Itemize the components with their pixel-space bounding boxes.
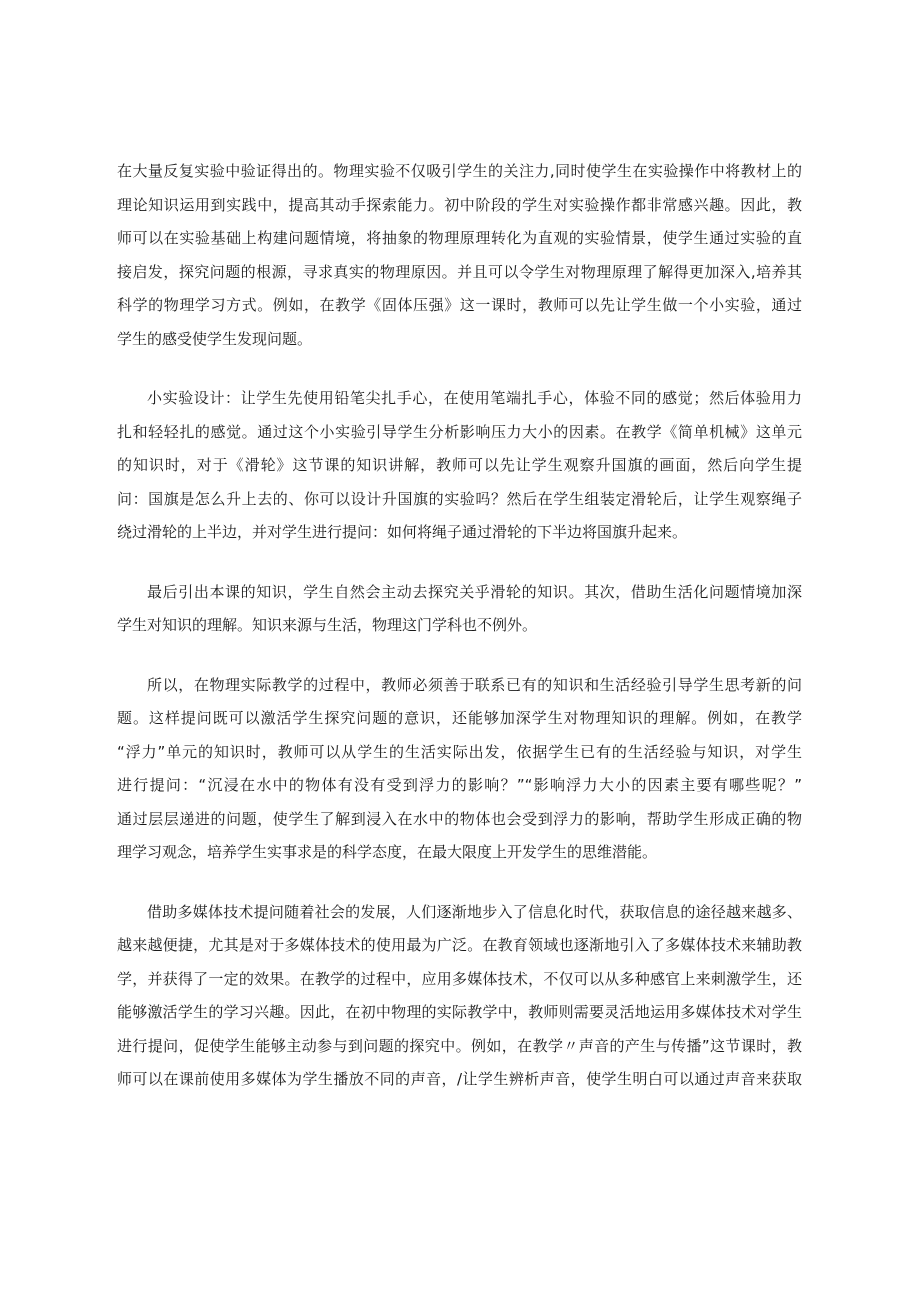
text-line: 在大量反复实验中验证得出的。物理实验不仅吸引学生的关注力,同时使学生在实验操作中将教材上的 xyxy=(117,162,802,180)
text-line: 师可以在课前使用多媒体为学生播放不同的声音，/让学生辨析声音，使学生明白可以通过声音来获取 xyxy=(117,1070,802,1088)
text-line: 的知识时，对于《滑轮》这节课的知识讲解，教师可以先让学生观察升国旗的画面，然后向学生提 xyxy=(117,456,802,474)
text-line: 科学的物理学习方式。例如，在教学《固体压强》这一课时，教师可以先让学生做一个小实验，通过 xyxy=(117,296,802,314)
text-line: 理论知识运用到实践中，提高其动手探索能力。初中阶段的学生对实验操作都非常感兴趣。因此，教 xyxy=(117,195,802,214)
document-body xyxy=(117,155,802,1123)
text-line: 越来越便捷，尤其是对于多媒体技术的使用最为广泛。在教育领域也逐渐地引入了多媒体技术来辅助教 xyxy=(117,936,802,954)
text-line: 学生的感受使学生发现问题。 xyxy=(117,329,313,348)
text-line: 接启发，探究问题的根源，寻求真实的物理原因。并且可以令学生对物理原理了解得更加深入,培养其 xyxy=(117,262,802,281)
paragraph-1 xyxy=(117,155,802,356)
text-line: 扎和轻轻扎的感觉。通过这个小实验引导学生分析影响压力大小的因素。在教学《简单机械》这单元 xyxy=(117,422,802,441)
text-line: “浮力”单元的知识时，教师可以从学生的生活实际出发，依据学生已有的生活经验与知识，对学生 xyxy=(117,742,802,761)
text-line: 师可以在实验基础上构建问题情境，将抽象的物理原理转化为直观的实验情景，使学生通过实验的直 xyxy=(117,229,802,247)
paragraph-4 xyxy=(117,669,802,870)
text-line: 绕过滑轮的上半边，并对学生进行提问：如何将绳子通过滑轮的下半边将国旗升起来。 xyxy=(117,523,688,541)
paragraph-5 xyxy=(117,896,802,1097)
paragraph-2 xyxy=(117,382,802,550)
text-line: 问：国旗是怎么升上去的、你可以设计升国旗的实验吗？然后在学生组装定滑轮后，让学生观察绳子 xyxy=(117,489,802,508)
text-line: 小实验设计：让学生先使用铅笔尖扎手心，在使用笔端扎手心，体验不同的感觉；然后体验用力 xyxy=(147,389,802,407)
text-line: 进行提问：“沉浸在水中的物体有没有受到浮力的影响？”“影响浮力大小的因素主要有哪些呢？” xyxy=(117,776,802,794)
text-line: 学，并获得了一定的效果。在教学的过程中，应用多媒体技术，不仅可以从多种感官上来刺激学生，还 xyxy=(117,969,802,988)
text-line: 能够激活学生的学习兴趣。因此，在初中物理的实际教学中，教师则需要灵活地运用多媒体技术对学生 xyxy=(117,1003,802,1021)
text-line: 所以，在物理实际教学的过程中，教师必须善于联系已有的知识和生活经验引导学生思考新的问 xyxy=(147,675,802,694)
text-line: 题。这样提问既可以激活学生探究问题的意识，还能够加深学生对物理知识的理解。例如，在教学 xyxy=(117,709,802,727)
text-line: 进行提问，促使学生能够主动参与到问题的探究中。例如，在教学〃声音的产生与传播”这节课时，教 xyxy=(117,1036,802,1055)
text-line: 最后引出本课的知识，学生自然会主动去探究关乎滑轮的知识。其次，借助生活化问题情境加深 xyxy=(147,582,802,601)
text-line: 借助多媒体技术提问随着社会的发展，人们逐渐地步入了信息化时代，获取信息的途径越来越多、 xyxy=(147,902,802,921)
text-line: 学生对知识的理解。知识来源与生活，物理这门学科也不例外。 xyxy=(117,616,538,634)
text-line: 理学习观念，培养学生实事求是的科学态度，在最大限度上开发学生的思维潜能。 xyxy=(117,843,658,861)
text-line: 通过层层递进的问题，使学生了解到浸入在水中的物体也会受到浮力的影响，帮助学生形成正确的物 xyxy=(117,809,802,828)
paragraph-3 xyxy=(117,576,802,643)
